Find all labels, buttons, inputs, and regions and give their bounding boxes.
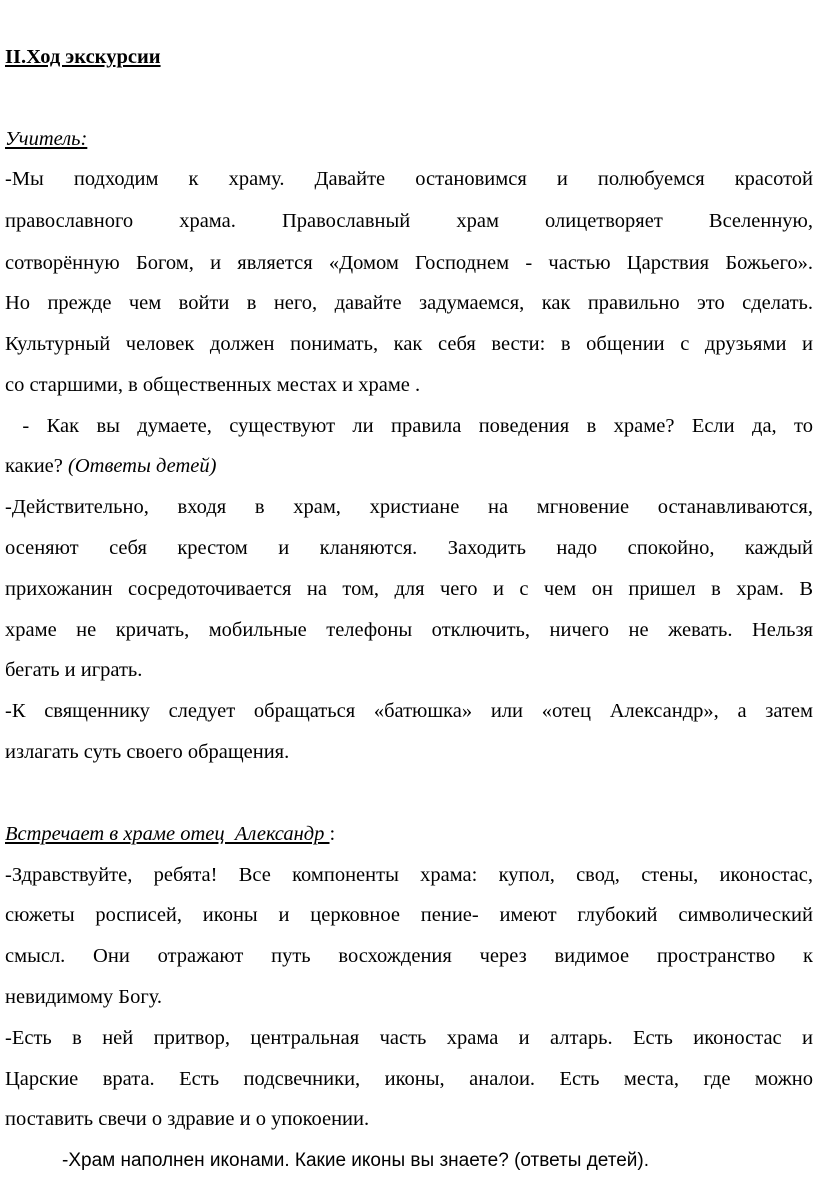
section-heading: II.Ход экскурсии xyxy=(5,46,161,68)
priest-label-colon: : xyxy=(329,823,336,845)
paragraph-7: -Храм наполнен иконами. Какие иконы вы знаете? (ответы детей). xyxy=(62,1150,649,1171)
paragraph-6-line-2: Царские врата. Есть подсвечники, иконы, аналои. Есть места, где можно xyxy=(5,1068,813,1090)
children-answers-note: (Ответы детей) xyxy=(68,455,217,477)
paragraph-6-line-3: поставить свечи о здравие и о упокоении. xyxy=(5,1108,370,1130)
paragraph-4-line-2: излагать суть своего обращения. xyxy=(5,741,290,763)
priest-label: Встречает в храме отец Александр xyxy=(5,823,330,845)
paragraph-2-line-2 xyxy=(5,453,813,479)
paragraph-1-line-1: -Мы подходим к храму. Давайте остановимся и полюбуемся красотой xyxy=(5,168,813,190)
paragraph-1-line-6: со старшими, в общественных местах и храме . xyxy=(5,374,421,396)
paragraph-1-line-2: православного храма. Православный храм олицетворяет Вселенную, xyxy=(5,210,813,232)
priest-label-line xyxy=(5,821,813,847)
paragraph-3-line-3: прихожанин сосредоточивается на том, для чего и с чем он пришел в храм. В xyxy=(5,578,813,600)
paragraph-1-line-3: сотворённую Богом, и является «Домом Господнем - частью Царствия Божьего». xyxy=(5,252,813,274)
paragraph-1-line-4: Но прежде чем войти в него, давайте задумаемся, как правильно это сделать. xyxy=(5,292,813,314)
paragraph-2-line-1: - Как вы думаете, существуют ли правила поведения в храме? Если да, то xyxy=(5,415,813,437)
teacher-label: Учитель: xyxy=(5,128,88,150)
paragraph-6-line-1: -Есть в ней притвор, центральная часть храма и алтарь. Есть иконостас и xyxy=(5,1027,813,1049)
paragraph-5-line-3: смысл. Они отражают путь восхождения через видимое пространство к xyxy=(5,945,813,967)
paragraph-5-line-4: невидимому Богу. xyxy=(5,986,163,1008)
paragraph-5-line-1: -Здравствуйте, ребята! Все компоненты храма: купол, свод, стены, иконостас, xyxy=(5,864,813,886)
paragraph-3-line-4: храме не кричать, мобильные телефоны отключить, ничего не жевать. Нельзя xyxy=(5,619,813,641)
paragraph-3-line-2: осеняют себя крестом и кланяются. Заходить надо спокойно, каждый xyxy=(5,537,813,559)
question-text: какие? xyxy=(5,455,69,477)
paragraph-3-line-1: -Действительно, входя в храм, христиане на мгновение останавливаются, xyxy=(5,496,813,518)
paragraph-5-line-2: сюжеты росписей, иконы и церковное пение- имеют глубокий символический xyxy=(5,904,813,926)
paragraph-3-line-5: бегать и играть. xyxy=(5,659,143,681)
paragraph-1-line-5: Культурный человек должен понимать, как себя вести: в общении с друзьями и xyxy=(5,333,813,355)
paragraph-4-line-1: -К священнику следует обращаться «батюшка» или «отец Александр», а затем xyxy=(5,700,813,722)
